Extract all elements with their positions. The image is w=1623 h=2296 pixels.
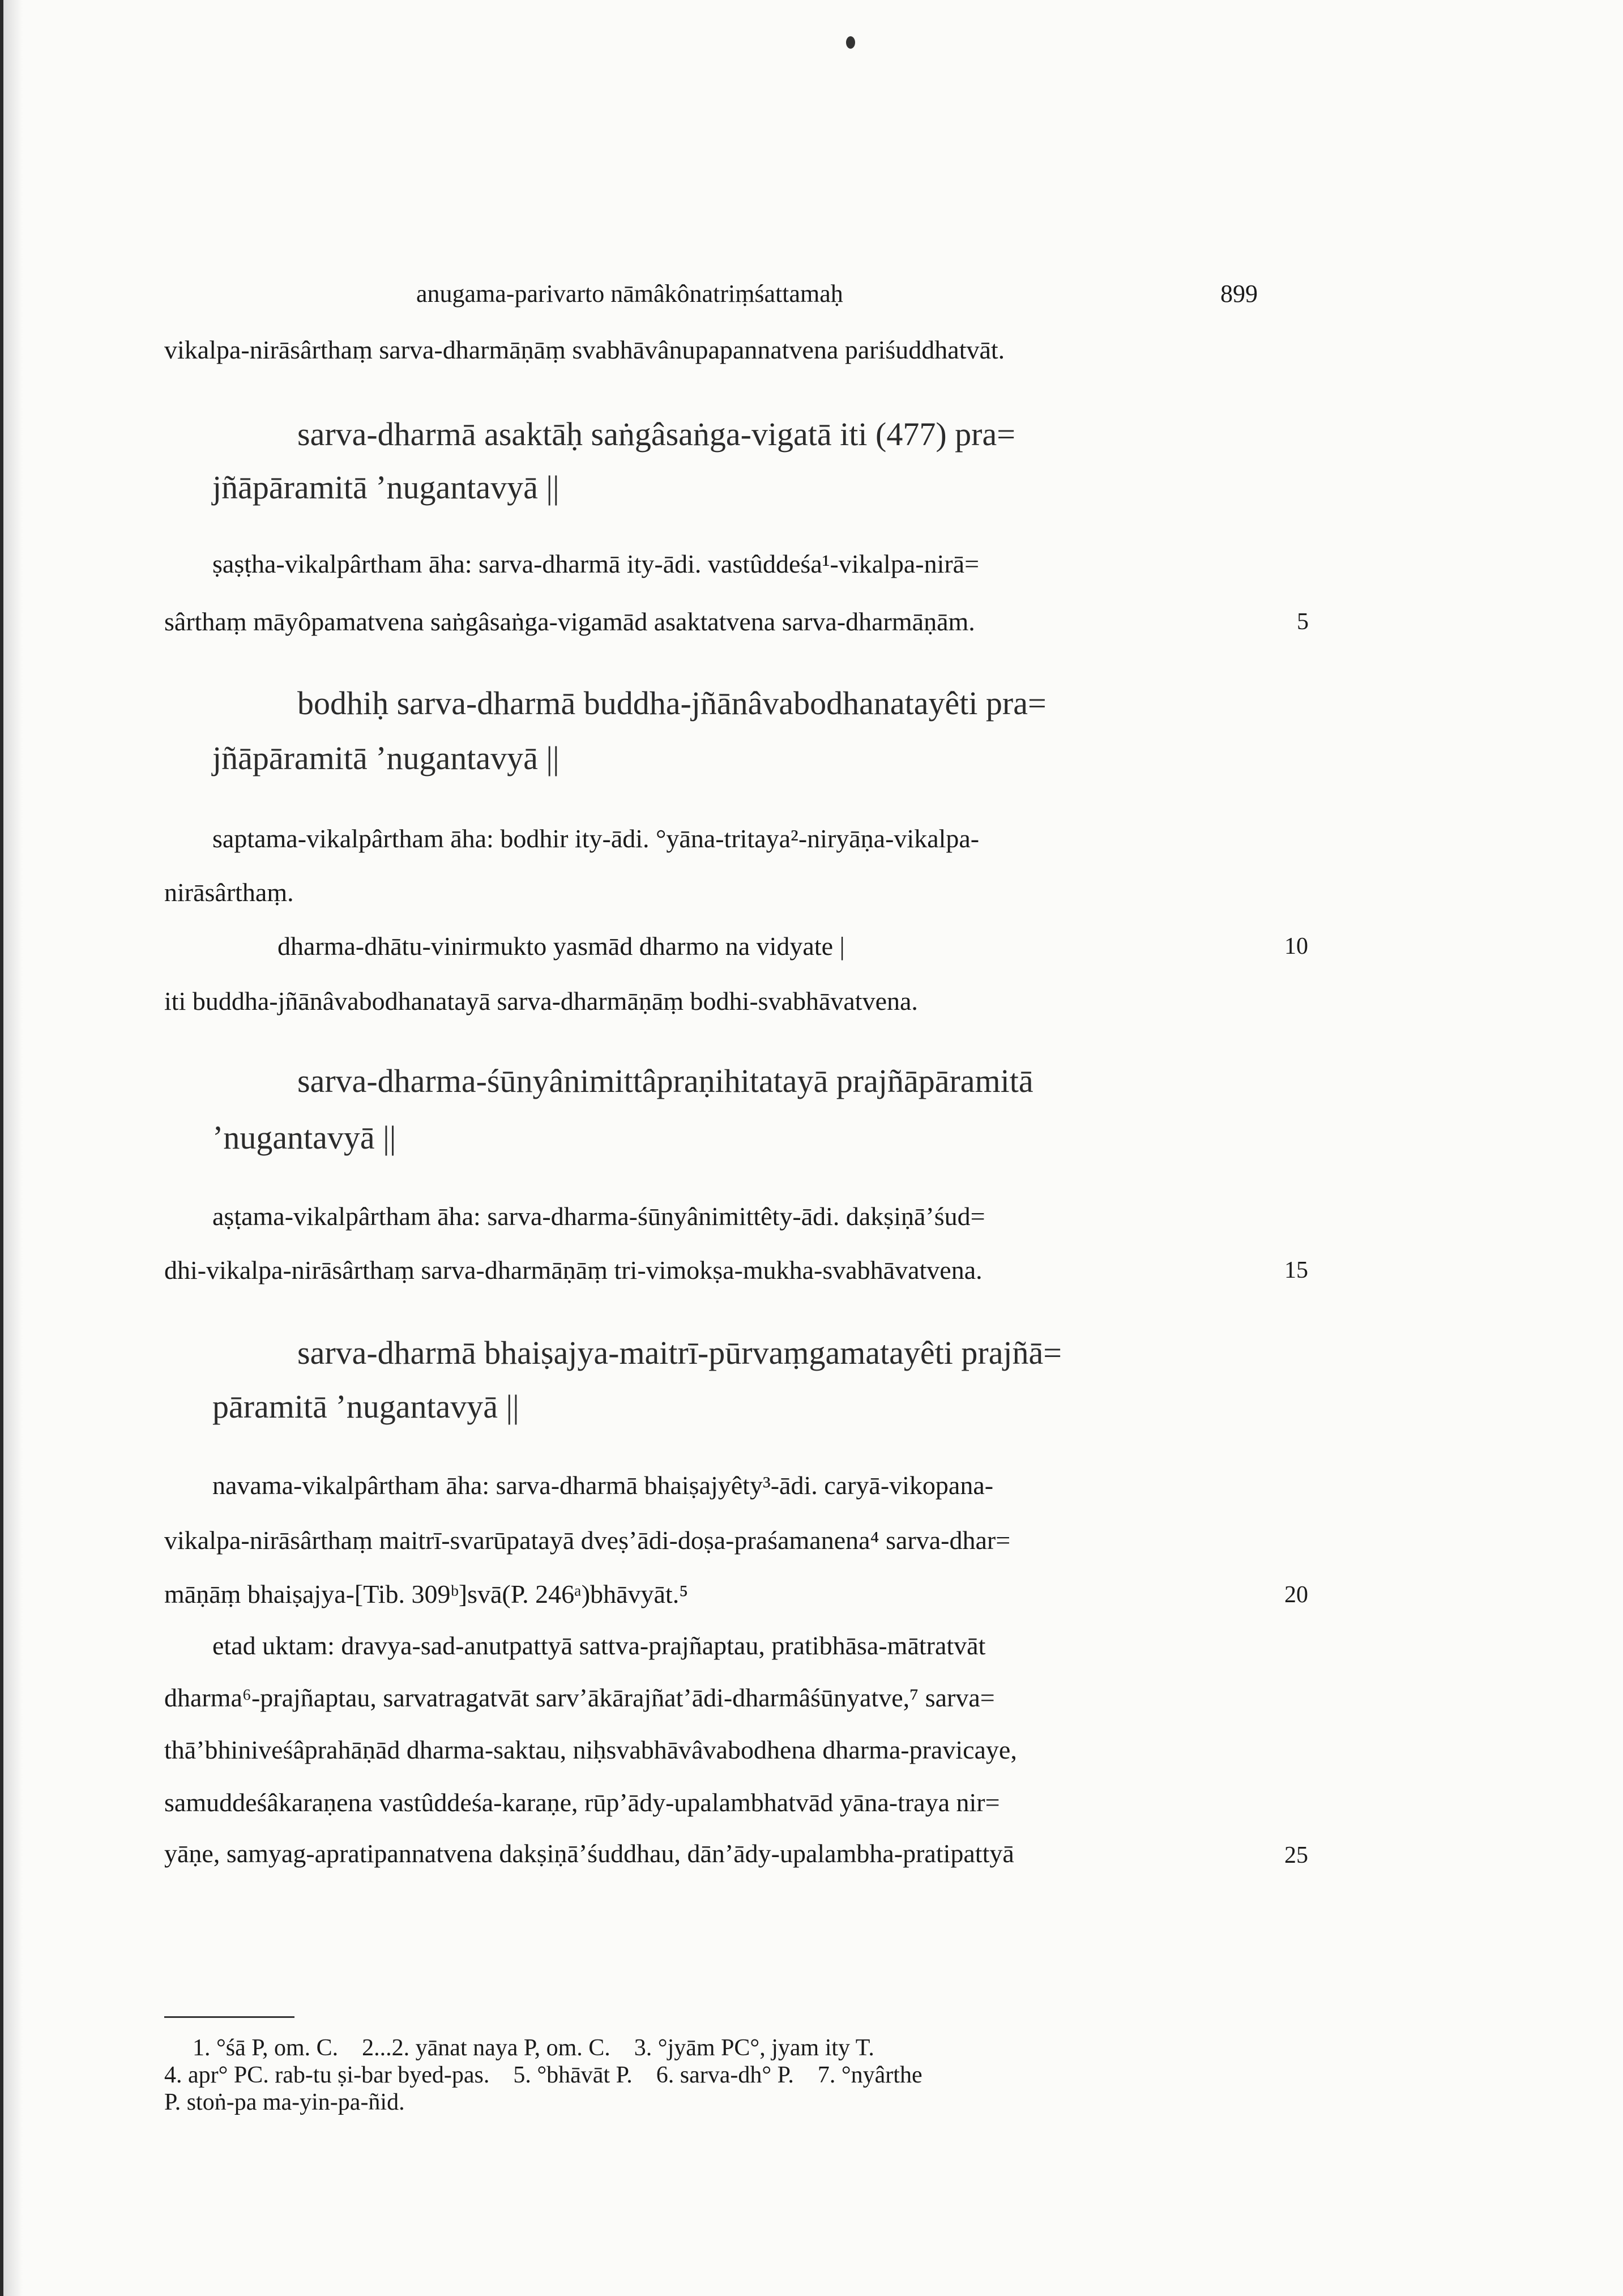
text-line: dhi-vikalpa-nirāsârthaṃ sarva-dharmāṇāṃ tri-vimokṣa-mukha-svabhāvatvena. xyxy=(164,1256,983,1284)
footnote-line: 1. °śā P, om. C. 2...2. yānat naya P, om. C. 3. °jyām PC°, jyam ity T. xyxy=(193,2035,874,2061)
text-line: dharma-dhātu-vinirmukto yasmād dharmo na vidyate | xyxy=(277,932,845,961)
running-header: anugama-parivarto nāmâkônatriṃśattamaḥ xyxy=(416,280,843,308)
line-number: 25 xyxy=(1284,1842,1308,1868)
text-line: dharma⁶-prajñaptau, sarvatragatvāt sarv’ākārajñat’ādi-dharmâśūnyatve,⁷ sarva= xyxy=(164,1683,995,1712)
text-line: nirāsârthaṃ. xyxy=(164,878,294,907)
ink-speck xyxy=(846,36,855,49)
footnote-line: 4. apr° PC. rab-tu ṣi-bar byed-pas. 5. °bhāvāt P. 6. sarva-dh° P. 7. °nyârthe xyxy=(164,2062,922,2088)
verse-line: bodhiḥ sarva-dharmā buddha-jñānâvabodhanatayêti pra= xyxy=(297,685,1047,722)
verse-line: pāramitā ’nugantavyā || xyxy=(212,1388,519,1425)
line-number: 20 xyxy=(1284,1582,1308,1608)
footnote-line: P. stoṅ-pa ma-yin-pa-ñid. xyxy=(164,2089,405,2115)
text-line: saptama-vikalpârtham āha: bodhir ity-ādi. °yāna-tritaya²-niryāṇa-vikalpa- xyxy=(212,824,980,853)
verse-line: sarva-dharma-śūnyânimittâpraṇihitatayā prajñāpāramitā xyxy=(297,1062,1033,1099)
text-line: iti buddha-jñānâvabodhanatayā sarva-dharmāṇāṃ bodhi-svabhāvatvena. xyxy=(164,987,918,1015)
line-number: 15 xyxy=(1284,1257,1308,1283)
verse-line: jñāpāramitā ’nugantavyā || xyxy=(212,740,559,776)
verse-line: ’nugantavyā || xyxy=(212,1119,396,1156)
text-line: samuddeśâkaraṇena vastûddeśa-karaṇe, rūp’ādy-upalambhatvād yāna-traya nir= xyxy=(164,1788,1000,1817)
line-number: 5 xyxy=(1297,609,1309,635)
text-line: vikalpa-nirāsârthaṃ sarva-dharmāṇāṃ svabhāvânupapannatvena pariśuddhatvāt. xyxy=(164,335,1005,364)
verse-line: sarva-dharmā bhaiṣajya-maitrī-pūrvaṃgamatayêti prajñā= xyxy=(297,1334,1062,1371)
text-line: navama-vikalpârtham āha: sarva-dharmā bhaiṣajyêty³-ādi. caryā-vikopana- xyxy=(212,1471,994,1500)
text-line: etad uktam: dravya-sad-anutpattyā sattva-prajñaptau, pratibhāsa-mātratvāt xyxy=(212,1631,986,1660)
text-line: sârthaṃ māyôpamatvena saṅgâsaṅga-vigamād asaktatvena sarva-dharmāṇām. xyxy=(164,607,975,636)
text-line: ṣaṣṭha-vikalpârtham āha: sarva-dharmā ity-ādi. vastûddeśa¹-vikalpa-nirā= xyxy=(212,549,980,578)
text-line: aṣṭama-vikalpârtham āha: sarva-dharma-śūnyânimittêty-ādi. dakṣiṇā’śud= xyxy=(212,1202,985,1231)
text-line: thā’bhiniveśâprahāṇād dharma-saktau, niḥsvabhāvâvabodhena dharma-pravicaye, xyxy=(164,1735,1017,1764)
text-line: māṇāṃ bhaiṣajya-[Tib. 309ᵇ]svā(P. 246ᵃ)bhāvyāt.⁵ xyxy=(164,1580,689,1608)
line-number: 10 xyxy=(1284,933,1308,959)
page-edge-shadow xyxy=(3,0,23,2296)
text-line: yāṇe, samyag-apratipannatvena dakṣiṇā’śuddhau, dān’ādy-upalambha-pratipattyā xyxy=(164,1839,1014,1868)
footnote-rule xyxy=(164,2016,294,2018)
text-line: vikalpa-nirāsârthaṃ maitrī-svarūpatayā dveṣ’ādi-doṣa-praśamanena⁴ sarva-dhar= xyxy=(164,1526,1011,1555)
page-number: 899 xyxy=(1220,280,1258,308)
verse-line: jñāpāramitā ’nugantavyā || xyxy=(212,469,559,506)
verse-line: sarva-dharmā asaktāḥ saṅgâsaṅga-vigatā iti (477) pra= xyxy=(297,416,1015,453)
